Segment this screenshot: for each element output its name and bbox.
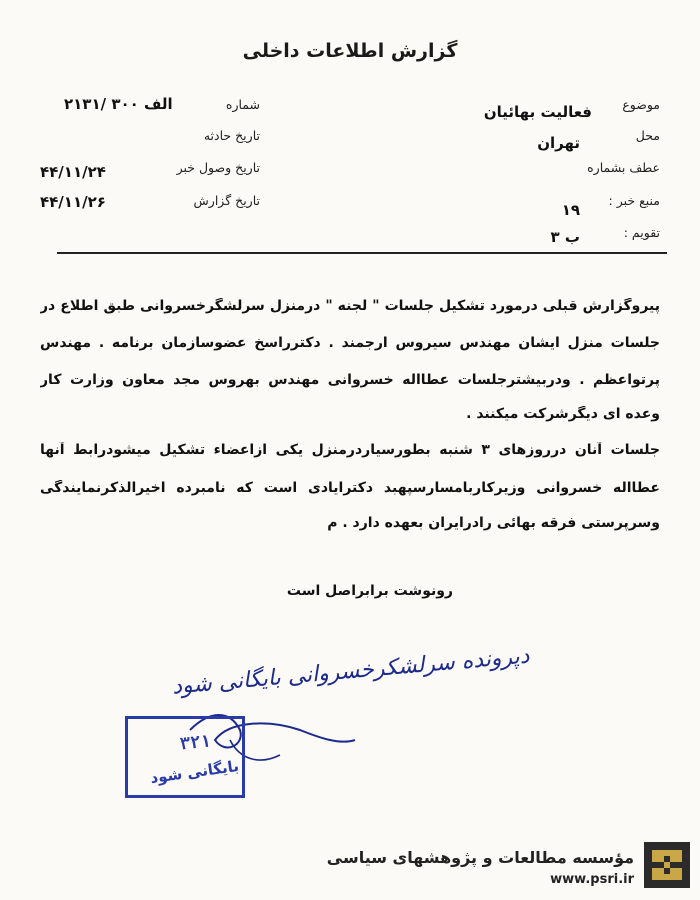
header-divider (57, 252, 667, 254)
number-label: شماره (225, 97, 260, 112)
report-date-label: تاریخ گزارش (193, 193, 260, 208)
institute-name: مؤسسه مطالعات و پژوهشهای سیاسی (326, 848, 634, 867)
number-value: ۲۱۳۱/ ۳۰۰ الف (64, 95, 173, 113)
body-line-4: وعده ای دیگرشرکت میکنند . (466, 406, 660, 422)
subject-value: فعالیت بهائیان (483, 103, 592, 121)
reference-label: عطف بشماره (587, 160, 660, 175)
institute-logo-icon (644, 842, 690, 888)
subject-label: موضوع (622, 97, 660, 112)
body-line-7: وسرپرستی فرقه بهائی رادرایران بعهده دارد . م (327, 515, 660, 531)
stamp-number: ۳۲۱ (179, 731, 212, 755)
incident-date-label: تاریخ حادثه (203, 128, 260, 143)
source-value: ۱۹ (561, 201, 580, 219)
location-label: محل (635, 128, 660, 143)
body-line-6: عطااله خسروانی وزیرکاربامسارسپهبد دکترایادی است که نامبرده اخیرالذکرنمایندگی (40, 480, 660, 496)
report-date-value: ۴۴/۱۱/۲۶ (40, 193, 106, 211)
receipt-date-label: تاریخ وصول خبر (176, 160, 260, 175)
archive-stamp (125, 716, 245, 798)
institute-url: www.psri.ir (550, 872, 634, 887)
certified-copy-note: رونوشت برابراصل است (286, 583, 453, 599)
source-label: منبع خبر : (608, 193, 660, 208)
location-value: تهران (537, 134, 580, 152)
body-line-3: پرتواعظم . ودربیشترجلسات عطااله خسروانی مهندس بهروس مجد معاون وزارت کار (40, 372, 660, 388)
rating-label: تقویم : (623, 225, 660, 240)
stamp-text: بایگانی شود (149, 756, 240, 788)
body-line-2: جلسات منزل ایشان مهندس سیروس ارجمند . دکترراسخ عضوسازمان برنامه . مهندس (40, 335, 660, 351)
receipt-date-value: ۴۴/۱۱/۲۴ (40, 163, 106, 181)
handwritten-note: دپرونده سرلشکرخسروانی بایگانی شود (171, 643, 531, 700)
body-line-5: جلسات آنان درروزهای ۳ شنبه بطورسیاردرمنزل یکی ازاعضاء تشکیل میشودرابط آنها (40, 442, 660, 458)
report-title: گزارش اطلاعات داخلی (242, 40, 458, 62)
body-line-1: پیروگزارش قبلی درمورد تشکیل جلسات " لجنه " درمنزل سرلشگرخسروانی طبق اطلاع در (40, 298, 660, 314)
rating-value: ب ۳ (550, 228, 580, 246)
